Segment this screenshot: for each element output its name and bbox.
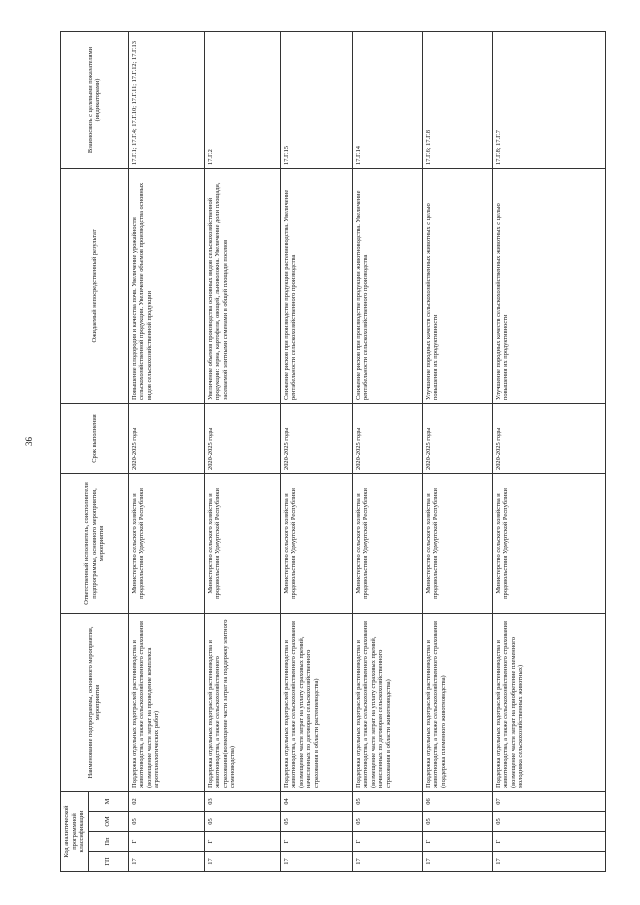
cell-result: Снижение рисков при производстве продукции животноводства. Увеличение рентабельности сельскохозяйственного производства (352, 168, 422, 403)
cell-result: Снижение рисков при производстве продукции растениеводства. Увеличение рентабельности сельскохозяйственного производства (280, 168, 352, 403)
cell-name: Поддержка отдельных подотраслей растениеводства и животноводства, а также сельскохозяйственного страхования (возмещение части затрат на приобретение племенного молодняка сельскохозяйственных животных) (492, 613, 605, 791)
cell-m: 03 (204, 791, 280, 811)
cell-name: Поддержка отдельных подотраслей растениеводства и животноводства, а также сельскохозяйственного страхования (возмещение части затрат на уплату страховых премий, начисленных по договорам сельскохозяйственного страхования в области животноводства) (352, 613, 422, 791)
cell-pp: Г (204, 832, 280, 852)
cell-gp: 17 (128, 852, 204, 872)
cell-gp: 17 (422, 852, 492, 872)
cell-m: 06 (422, 791, 492, 811)
header-result: Ожидаемый непосредственный результат (61, 168, 129, 403)
cell-om: 05 (492, 812, 605, 832)
cell-link: 17.Г.1; 17.Г.4; 17.Г.10; 17.Г.11; 17.Г.12; 17.Г.13 (128, 31, 204, 168)
header-gp: ГП (88, 852, 128, 872)
cell-executor: Министерство сельского хозяйства и продовольствия Удмуртской Республики (204, 473, 280, 613)
cell-term: 2020-2025 годы (128, 403, 204, 473)
cell-executor: Министерство сельского хозяйства и продовольствия Удмуртской Республики (492, 473, 605, 613)
cell-gp: 17 (492, 852, 605, 872)
cell-term: 2020-2025 годы (204, 403, 280, 473)
table-row (204, 31, 280, 871)
cell-om: 05 (280, 812, 352, 832)
cell-executor: Министерство сельского хозяйства и продовольствия Удмуртской Республики (352, 473, 422, 613)
header-name: Наименование подпрограммы, основного мероприятия, мероприятия (61, 613, 129, 791)
rotated-table-container (60, 32, 606, 872)
header-row-group (61, 31, 89, 871)
cell-om: 05 (422, 812, 492, 832)
page-number: 36 (24, 437, 34, 446)
cell-executor: Министерство сельского хозяйства и продовольствия Удмуртской Республики (128, 473, 204, 613)
cell-pp: Г (492, 832, 605, 852)
table-row (352, 31, 422, 871)
program-measures-table (60, 31, 606, 872)
table-row (422, 31, 492, 871)
cell-link: 17.Г.14 (352, 31, 422, 168)
cell-link: 17.Г.8; 17.Г.7 (492, 31, 605, 168)
cell-m: 05 (352, 791, 422, 811)
cell-link: 17.Г.2 (204, 31, 280, 168)
table-row (280, 31, 352, 871)
cell-link: 17.Г.15 (280, 31, 352, 168)
cell-term: 2020-2025 годы (352, 403, 422, 473)
cell-name: Поддержка отдельных подотраслей растениеводства и животноводства, а также сельскохозяйственного страхования (возмещение части затрат на уплату страховых премий, начисленных по договорам сельскохозяйственного страхования в области растениеводства) (280, 613, 352, 791)
cell-pp: Г (128, 832, 204, 852)
table-row (492, 31, 605, 871)
header-term: Срок выполнения (61, 403, 129, 473)
cell-name: Поддержка отдельных подотраслей растениеводства и животноводства, а также сельскохозяйственного страхования(возмещение части затрат на поддержку элитного семеноводства) (204, 613, 280, 791)
cell-om: 05 (128, 812, 204, 832)
header-link: Взаимосвязь с целевыми показателями (индикаторами) (61, 31, 129, 168)
header-om: ОМ (88, 812, 128, 832)
cell-result: Повышение плодородия и качества почв. Увеличение урожайности сельскохозяйственной продукции. Увеличение объемов производства основных видов сельскохозяйственной продукции (128, 168, 204, 403)
cell-name: Поддержка отдельных подотраслей растениеводства и животноводства, а также сельскохозяйственного страхования (поддержка племенного животноводства) (422, 613, 492, 791)
cell-om: 05 (352, 812, 422, 832)
cell-gp: 17 (204, 852, 280, 872)
cell-pp: Г (280, 832, 352, 852)
cell-m: 02 (128, 791, 204, 811)
cell-result: Увеличение объемов производства основных видов сельскохозяйственной продукции: зерна, картофеля, овощей, льноволокна. Увеличение доли площади, засеваемой элитными семенами в общей площади посевов (204, 168, 280, 403)
cell-gp: 17 (352, 852, 422, 872)
cell-executor: Министерство сельского хозяйства и продовольствия Удмуртской Республики (280, 473, 352, 613)
cell-term: 2020-2025 годы (492, 403, 605, 473)
cell-name: Поддержка отдельных подотраслей растениеводства и животноводства, а также сельскохозяйственного страхования (возмещение части затрат на проведение комплекса агротехнологических работ) (128, 613, 204, 791)
cell-gp: 17 (280, 852, 352, 872)
header-executor: Ответственный исполнитель, соисполнители подпрограммы, основного мероприятия, мероприятия (61, 473, 129, 613)
cell-executor: Министерство сельского хозяйства и продовольствия Удмуртской Республики (422, 473, 492, 613)
cell-result: Улучшение породных качеств сельскохозяйственных животных с целью повышения их продуктивности (492, 168, 605, 403)
header-m: М (88, 791, 128, 811)
cell-pp: Г (352, 832, 422, 852)
cell-result: Улучшение породных качеств сельскохозяйственных животных с целью повышения их продуктивности (422, 168, 492, 403)
table-row (128, 31, 204, 871)
cell-link: 17.Г.6; 17.Г.8 (422, 31, 492, 168)
cell-m: 07 (492, 791, 605, 811)
header-pp: Пп (88, 832, 128, 852)
cell-m: 04 (280, 791, 352, 811)
cell-pp: Г (422, 832, 492, 852)
cell-om: 05 (204, 812, 280, 832)
cell-term: 2020-2025 годы (280, 403, 352, 473)
cell-term: 2020-2025 годы (422, 403, 492, 473)
header-code-group: Код аналитической программной классификации (61, 791, 89, 871)
